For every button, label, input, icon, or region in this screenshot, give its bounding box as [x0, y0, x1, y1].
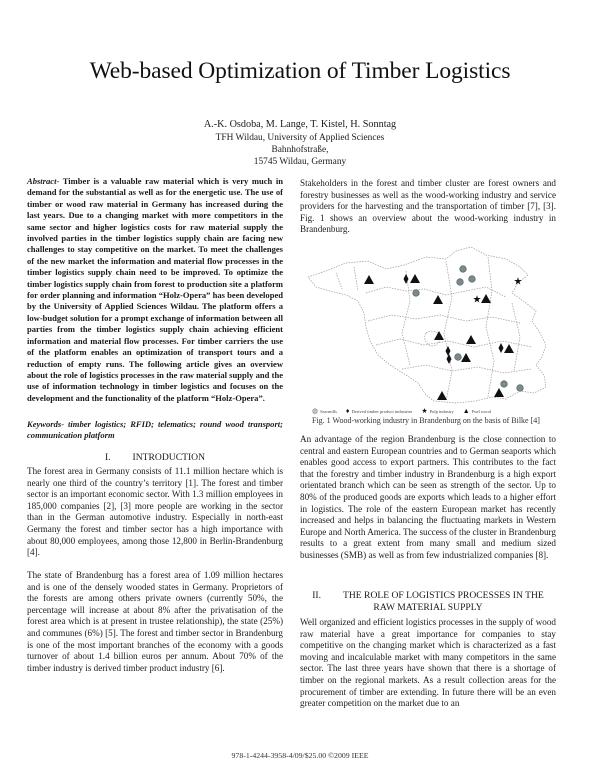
legend-item-fuel-wood — [463, 407, 491, 415]
abstract-label: Abstract- — [27, 176, 60, 186]
star-icon: ★ — [421, 407, 428, 415]
fuel-wood-marker — [504, 344, 514, 353]
section-title: INTRODUCTION — [132, 452, 206, 463]
section-title-line-2: RAW MATERIAL SUPPLY — [373, 602, 483, 613]
fuel-wood-marker — [364, 275, 374, 284]
affiliation-line-1: TFH Wildau, University of Applied Sciences — [215, 133, 385, 143]
legend-label: Derived timber product industries — [351, 409, 413, 414]
diamond-icon: ♦ — [345, 407, 350, 415]
legend-item-sawmills — [312, 407, 337, 415]
intro-paragraph-4 — [300, 434, 556, 562]
fuel-wood-marker — [494, 388, 504, 397]
pulp-industry-marker: ★ — [513, 276, 523, 288]
triangle-icon: ▲ — [462, 407, 470, 415]
sawmill-marker — [457, 279, 464, 286]
pulp-industry-marker: ★ — [472, 294, 482, 306]
fuel-wood-marker — [437, 391, 447, 400]
abstract — [27, 176, 283, 404]
fuel-wood-marker — [433, 295, 443, 304]
figure-legend — [312, 407, 552, 415]
map-markers — [364, 266, 523, 400]
intro-paragraph-1 — [27, 466, 283, 559]
authors: A.-K. Osdoba, M. Lange, T. Kistel, H. Sonntag — [203, 119, 397, 130]
section-title-line-1: THE ROLE OF LOGISTICS PROCESSES IN THE — [343, 590, 544, 601]
derived-timber-marker — [447, 354, 452, 364]
derived-timber-marker — [499, 343, 504, 353]
legend-label: Pulp industry — [429, 409, 454, 414]
sawmill-marker — [517, 385, 524, 392]
sawmill-icon: ◍ — [312, 407, 319, 415]
abstract-body: Timber is a valuable raw material which is very much in demand for the substantial as well as for the energetic use. The use of timber or wood raw material in Germany has increased during the last years. Due to a changing market with more competitors in the same sector and higher logistics costs for raw material supply the involved parties in the timber logistics supply chain are facing new challenges to stay competitive on the market. To meet the challenges of the new market the information and material flow processes in the timber logistics supply chain need to be improved. To optimize the timber logistics supply chain from forest to production site a platform for order planning and information “Holz-Opera” has been developed by the University of Applied Sciences Wildau. The platform offers a low-budget solution for a prompt exchange of information between all parties from the timber logistics supply chain achieving efficient information and material flow processes. For timber carriers the use of the platform enables an optimization of transport tours and a reduction of empty runs. The following article gives an overview about the role of logistics processes in the raw material supply and the use of information technology in timber logistics and focuses on the development and the functionality of the platform “Holz-Opera”. — [27, 176, 283, 403]
section-heading-logistics — [300, 590, 556, 614]
fuel-wood-marker — [434, 331, 444, 340]
paragraph-text: An advantage of the region Brandenburg is the close connection to central and eastern European countries and to German seaports which enables good access to export partners. This contributes to the fact that the forestry and timber industry in Brandenburg is a high export orientated branch which can be seen as strength of the sector. Up to 80% of the produced goods are exports which leads to a higher effort in logistics. The role of the eastern European market has recently increased and helps in balancing the fluctuating markets in Western Europe and North America. The success of the cluster in Brandenburg results to a great extent from many small and medium sized businesses (SMB) as well as from few industrialized companies [8]. — [300, 434, 556, 560]
affiliation-line-2: Bahnhofstraße, — [271, 145, 329, 155]
sawmill-marker — [413, 290, 420, 297]
section-heading-introduction — [27, 452, 283, 464]
legend-item-derived-timber — [346, 407, 412, 415]
fuel-wood-marker — [466, 335, 476, 344]
paragraph-text: The forest area in Germany consists of 11.1 million hectare which is nearly one third of the country’s territory [1]. The forest and timber sector is an important economic sector. With 1.3 million employees in 185,000 companies [2], [3] more people are working in the sector than in the German automotive industry. Especially in north-east Germany the forest and timber sector has a high importance with about 80,000 employees, among those 12,800 in Berlin-Brandenburg [4]. — [27, 466, 283, 558]
section-number: I. — [104, 452, 111, 463]
sawmill-marker — [460, 266, 467, 273]
intro-paragraph-3 — [300, 178, 556, 236]
legend-label: Sawmills — [320, 409, 337, 414]
fuel-wood-marker — [481, 294, 491, 303]
keywords: Keywords- timber logistics; RFID; telematics; round wood transport; communication platform — [27, 419, 283, 441]
figure-caption: Fig. 1 Wood-working industry in Brandenburg on the basis of Bilke [4] — [312, 416, 540, 425]
sawmill-marker — [469, 276, 476, 283]
fuel-wood-marker — [410, 274, 420, 283]
sawmill-marker — [455, 354, 462, 361]
sawmill-marker — [501, 381, 508, 388]
paragraph-text: Stakeholders in the forest and timber cluster are forest owners and forestry businesses as well as the wood-working industry and service providers for the harvesting and the transportation of timber [7], [3]. Fig. 1 shows an overview about the wood-working industry in Brandenburg. — [300, 178, 556, 235]
paper-title: Web-based Optimization of Timber Logistics — [89, 58, 511, 84]
fuel-wood-marker — [461, 353, 471, 362]
paragraph-text: Well organized and efficient logistics processes in the supply of wood raw material have a great importance for companies to stay competitive on the changing market which is characterized as a fast moving and incalculable market with many competitors in the same sector. The last three years have shown that there is a shortage of timber on the regional markets. As a result collection areas for the procurement of timber are extending. In future there will be an even greater competition on the market due to an — [300, 617, 556, 709]
paragraph-text: The state of Brandenburg has a forest area of 1.09 million hectares and is one of the densely wooded states in Germany. Proprietors of the forests are among others private owners (currently 50%, the percentage will increase at about 8% after the privatisation of the forest area which is at present in trustee relationship), the state (25%) and communes (6%) [5]. The forest and timber sector in Brandenburg is one of the most important branches of the economy with a goods turnover of about 1.4 billion euros per annum. About 70% of the timber industry is derived timber product industry [6]. — [27, 570, 283, 673]
legend-label: Fuel wood — [471, 409, 491, 414]
brandenburg-map-figure — [306, 241, 546, 396]
derived-timber-marker — [446, 346, 451, 356]
brandenburg-map — [306, 241, 546, 406]
copyright-footer: 978-1-4244-3958-4/09/$25.00 ©2009 IEEE — [231, 751, 369, 760]
affiliation-line-3: 15745 Wildau, Germany — [253, 157, 347, 167]
logistics-paragraph-1 — [300, 617, 556, 710]
intro-paragraph-2 — [27, 570, 283, 674]
legend-item-pulp — [421, 407, 453, 415]
section-number: II. — [312, 590, 321, 601]
